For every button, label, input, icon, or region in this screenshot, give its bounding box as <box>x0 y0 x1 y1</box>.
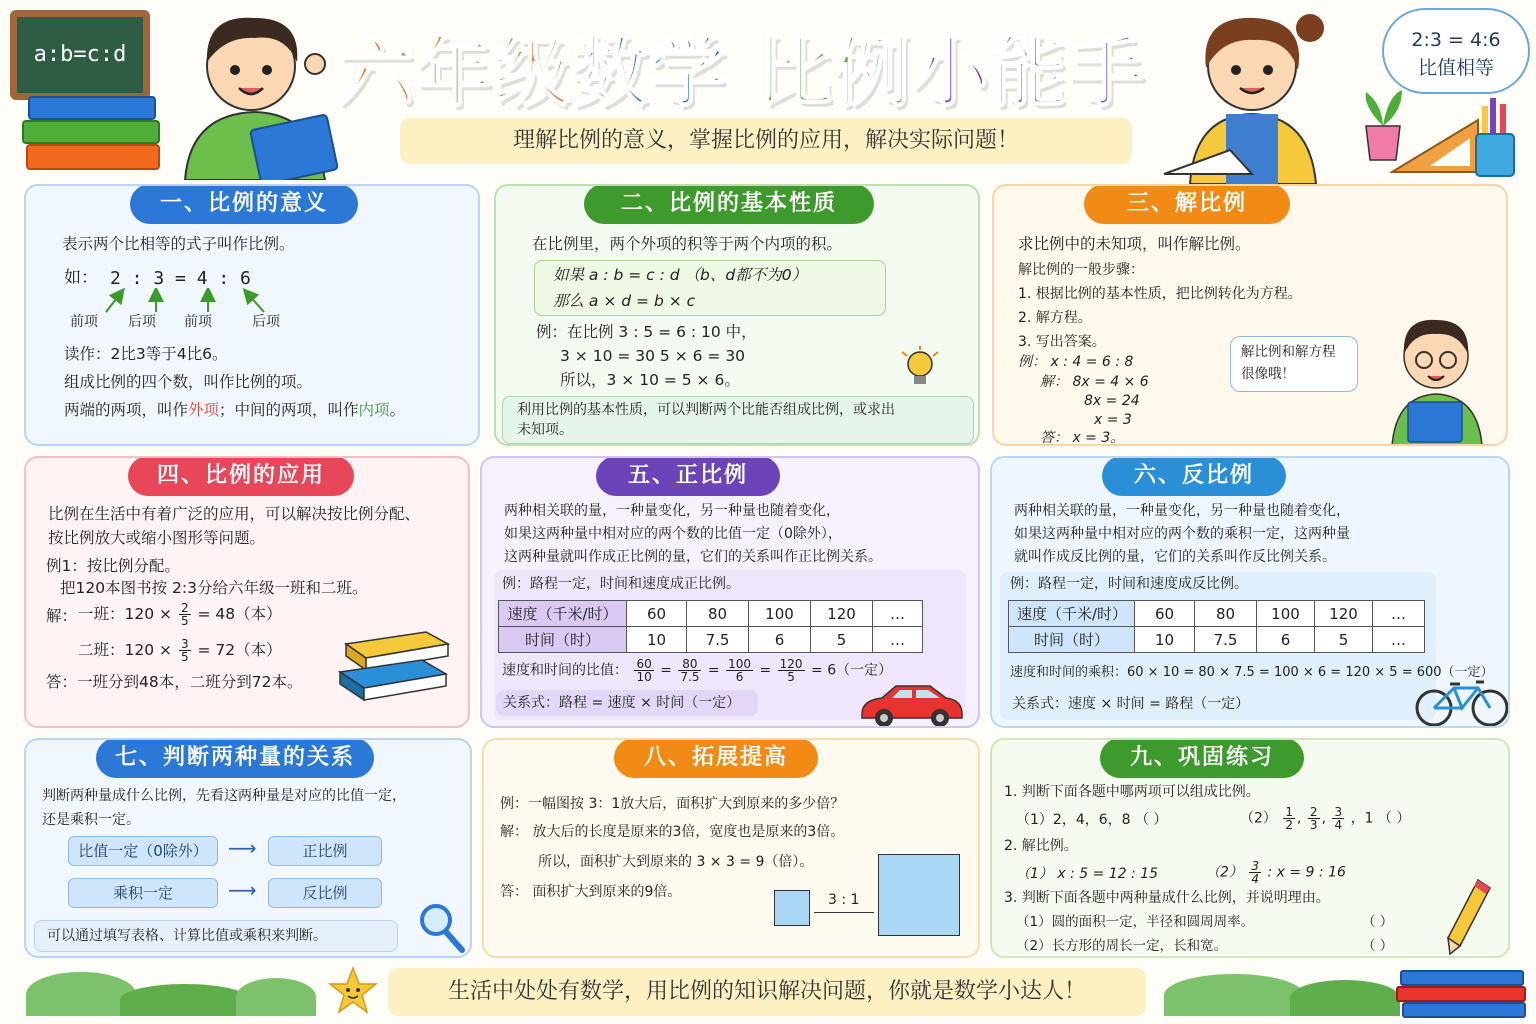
extension-solution-2: 所以，面积扩大到原来的 3 × 3 = 9（倍）。 <box>538 854 814 870</box>
numerator: 2 <box>180 601 189 615</box>
direct-definition-1: 两种相关联的量，一种量变化，另一种量也随着变化， <box>504 503 840 519</box>
fraction <box>778 658 805 683</box>
practice-q2b <box>1206 860 1346 886</box>
rule-then: 那么 a × d = b × c <box>553 292 696 310</box>
table-cell: 100 <box>1257 601 1315 627</box>
denominator: 5 <box>180 650 189 664</box>
cloud-caption: 比值相等 <box>1417 57 1494 79</box>
direct-definition-3: 这两种量就叫作成正比例的量，它们的关系叫作正比例关系。 <box>504 549 882 565</box>
ratio-constant-label: 比值一定（0除外） <box>68 836 218 866</box>
section-title: 八、拓展提高 <box>614 738 818 778</box>
fraction <box>726 658 753 683</box>
class2-result: = 72（本） <box>197 641 282 659</box>
answer-blank[interactable]: （ ） <box>1362 914 1394 930</box>
title-part-math: 数学 <box>572 28 728 117</box>
q1b-prefix: （2） <box>1240 810 1277 827</box>
girl-writing-illustration <box>1160 4 1340 184</box>
lightbulb-icon <box>900 346 940 390</box>
triangle-ruler-icon <box>1390 116 1480 174</box>
inner-term: 内项 <box>358 401 390 419</box>
section-title: 五、正比例 <box>596 456 780 496</box>
solution-step-1: 解： 8x = 4 × 6 <box>1040 374 1149 390</box>
table-cell: 6 <box>749 627 811 653</box>
practice-q3: 3. 判断下面各题中两种量成什么比例，并说明理由。 <box>1004 890 1330 906</box>
practice-q2a: （1） x : 5 = 12 : 15 <box>1016 866 1159 882</box>
outer-prefix: 两端的两项，叫作 <box>64 401 189 419</box>
section-basic-property <box>494 184 980 446</box>
numerator: 1 <box>1285 805 1294 819</box>
table-cell: 10 <box>1135 627 1195 653</box>
section-ratio-meaning <box>24 184 480 446</box>
fraction <box>1283 806 1295 831</box>
practice-q3a: （1）圆的面积一定，半径和圆周周率。 <box>1016 914 1255 930</box>
judge-tip-box <box>34 920 398 952</box>
step-1: 1. 根据比例的基本性质，把比例转化为方程。 <box>1018 286 1302 302</box>
table-cell: … <box>873 601 923 627</box>
section-title: 二、比例的基本性质 <box>584 184 874 224</box>
example-line1: 例：在比例 3 : 5 = 6 : 10 中， <box>536 323 757 341</box>
rule-if: 如果 a : b = c : d （b、d都不为0） <box>553 266 808 284</box>
numerator: 80 <box>678 658 701 671</box>
boy-with-glasses-illustration <box>1378 306 1490 446</box>
arrow-right-icon: ⟶ <box>228 836 257 860</box>
table-cell: 6 <box>1257 627 1315 653</box>
definition-text: 表示两个比相等的式子叫作比例。 <box>62 235 295 253</box>
pencil-icon <box>1444 876 1494 956</box>
table-cell: 5 <box>1315 627 1373 653</box>
chalkboard: a:b=c:d <box>10 10 150 100</box>
bubble-line2: 很像哦！ <box>1241 366 1295 382</box>
judge-tip: 可以通过填写表格、计算比值或乘积来判断。 <box>47 928 327 944</box>
fraction <box>1332 806 1344 831</box>
speech-bubble <box>1230 336 1358 392</box>
inverse-definition-2: 如果这两种量中相对应的两个数的乘积一定，这两种量 <box>1014 526 1350 542</box>
section-judge-relation <box>24 738 472 958</box>
period: 。 <box>389 401 406 419</box>
inner-prefix: ；中间的两项，叫作 <box>219 401 359 419</box>
example-equation: 例： x : 4 = 6 : 8 <box>1018 354 1134 370</box>
denominator: 5 <box>180 614 189 628</box>
table-cell: 10 <box>627 627 687 653</box>
denominator: 4 <box>1334 818 1343 832</box>
books-stack-left <box>22 96 162 176</box>
table-cell: … <box>1373 627 1425 653</box>
table-cell: 7.5 <box>1195 627 1257 653</box>
extension-question: 例：一幅图按 3：1放大后，面积扩大到原来的多少倍？ <box>500 796 845 812</box>
direct-result-label: 正比例 <box>268 836 382 866</box>
table-cell: 120 <box>1315 601 1373 627</box>
denominator: 5 <box>787 670 795 684</box>
ratio-label: 速度和时间的比值： <box>502 662 628 679</box>
tip-box <box>502 396 974 444</box>
inverse-example: 例：路程一定，时间和速度成反比例。 <box>1010 576 1248 592</box>
section-title: 六、反比例 <box>1102 456 1286 496</box>
tip-line1: 利用比例的基本性质，可以判断两个比能否组成比例，或求出 <box>517 402 895 418</box>
table-header-cell: 速度（千米/时） <box>1009 601 1135 627</box>
page-subtitle: 理解比例的意义，掌握比例的应用，解决实际问题！ <box>400 118 1132 164</box>
fraction <box>678 658 701 683</box>
section-title: 九、巩固练习 <box>1100 738 1304 778</box>
denominator: 4 <box>1251 872 1260 886</box>
practice-q1b: （2） $\frac{1}{2}$ , $\frac{2}{3}$ , $\frac{3}{4}$ ，1 （ ） <box>1240 805 1411 832</box>
table-header-cell: 时间（时） <box>1009 627 1135 653</box>
denominator: 2 <box>1285 818 1294 832</box>
table-cell: 80 <box>687 601 749 627</box>
steps-title: 解比例的一般步骤： <box>1018 262 1144 278</box>
inverse-definition-3: 就叫作成反比例的量，它们的关系叫作反比例关系。 <box>1014 549 1336 565</box>
table-cell: 7.5 <box>687 627 749 653</box>
bush-decoration <box>1164 974 1304 1016</box>
table-cell: 120 <box>811 601 873 627</box>
title-part-ratio: 比例 <box>756 28 913 117</box>
example-text: 把120本图书按 2:3分给六年级一班和二班。 <box>60 579 368 597</box>
example-line2: 3 × 10 = 30 5 × 6 = 30 <box>560 347 746 365</box>
scale-label: 3 : 1 <box>828 892 860 908</box>
section-title: 三、解比例 <box>1084 184 1290 224</box>
inverse-result-label: 反比例 <box>268 878 382 908</box>
extension-solution-1: 解： 放大后的长度是原来的3倍，宽度也是原来的3倍。 <box>500 824 845 840</box>
numerator: 3 <box>1251 859 1260 873</box>
magnifier-icon <box>418 902 466 954</box>
page-title <box>338 12 1146 121</box>
inverse-definition-1: 两种相关联的量，一种量变化，另一种量也随着变化， <box>1014 503 1350 519</box>
boy-reading-illustration <box>165 4 345 180</box>
solution-answer: 答： x = 3。 <box>1040 430 1125 446</box>
ratio-result: = 6（一定） <box>811 662 893 679</box>
q2b-prefix: （2） <box>1206 864 1243 881</box>
answer-text: 答：一班分到48本，二班分到72本。 <box>46 673 303 691</box>
bicycle-icon <box>1414 678 1510 728</box>
product-constant-label: 乘积一定 <box>68 878 218 908</box>
section-inverse-proportion <box>990 456 1510 728</box>
section-ratio-application <box>24 456 470 728</box>
product-line: 速度和时间的乘积：60 × 10 = 80 × 7.5 = 100 × 6 = 120 × 5 = 600（一定） <box>1010 665 1494 680</box>
example-ratio: 2 : 3 = 4 : 6 <box>110 268 251 289</box>
large-square <box>878 854 960 936</box>
step-2: 2. 解方程。 <box>1018 310 1092 326</box>
class2-prefix: 二班：120 × <box>78 641 172 659</box>
table-row <box>499 627 923 653</box>
section-title: 一、比例的意义 <box>130 184 358 224</box>
fraction <box>179 602 191 627</box>
books-icon <box>336 624 456 704</box>
q2b-suffix: : x = 9 : 16 <box>1267 864 1346 881</box>
table-cell: … <box>873 627 923 653</box>
star-icon <box>328 966 378 1016</box>
fraction <box>1308 806 1320 831</box>
fraction <box>1249 860 1261 885</box>
numerator: 2 <box>1309 805 1318 819</box>
table-cell: 80 <box>1195 601 1257 627</box>
numerator: 100 <box>728 657 752 671</box>
section-direct-proportion <box>480 456 980 728</box>
solution-step-3: x = 3 <box>1094 412 1132 428</box>
cloud-ratio: 2:3 = 4:6 <box>1411 29 1501 51</box>
example-title: 例1：按比例分配。 <box>46 557 180 575</box>
term-label: 后项 <box>128 314 156 330</box>
step-3: 3. 写出答案。 <box>1018 334 1106 350</box>
thought-cloud <box>1382 8 1530 94</box>
class1-solution <box>78 602 282 627</box>
example-line3: 所以，3 × 10 = 5 × 6。 <box>560 371 740 389</box>
class2-solution <box>78 638 282 663</box>
table-cell: 5 <box>811 627 873 653</box>
q1b-suffix: ，1 （ ） <box>1350 810 1411 827</box>
practice-q1a: （1）2，4，6，8 （ ） <box>1016 812 1168 828</box>
practice-q1: 1. 判断下面各题中哪两项可以组成比例。 <box>1004 784 1260 800</box>
term-label: 前项 <box>70 314 98 330</box>
bush-decoration <box>120 984 250 1016</box>
table-cell: 60 <box>627 601 687 627</box>
numerator: 3 <box>180 637 189 651</box>
small-square <box>774 890 810 926</box>
bush-decoration <box>1290 980 1400 1016</box>
denominator: 10 <box>636 670 652 684</box>
footer-slogan: 生活中处处有数学，用比例的知识解决问题，你就是数学小达人！ <box>388 968 1146 1016</box>
extension-answer: 答： 面积扩大到原来的9倍。 <box>500 884 682 900</box>
denominator: 3 <box>1309 818 1318 832</box>
direct-table <box>498 600 923 653</box>
class1-result: = 48（本） <box>197 605 282 623</box>
table-cell: … <box>1373 601 1425 627</box>
section-practice <box>990 738 1510 958</box>
solution-label: 解： <box>46 607 78 625</box>
section-solve-ratio <box>992 184 1508 446</box>
inverse-table <box>1008 600 1425 653</box>
arrow-right-icon: ⟶ <box>228 878 257 902</box>
table-header-cell: 速度（千米/时） <box>499 601 627 627</box>
practice-q2: 2. 解比例。 <box>1004 838 1078 854</box>
direct-example: 例：路程一定，时间和速度成正比例。 <box>502 576 740 592</box>
pencil-cup-icon <box>1470 98 1520 178</box>
read-text: 读作：2比3等于4比6。 <box>64 345 228 363</box>
example-prefix: 如： <box>64 268 98 288</box>
car-icon <box>858 682 966 728</box>
bush-decoration <box>236 978 316 1016</box>
relation-text: 关系式：路程 = 速度 × 时间（一定） <box>503 695 741 711</box>
property-rule-box <box>534 260 886 316</box>
solve-definition: 求比例中的未知项，叫作解比例。 <box>1018 235 1251 253</box>
answer-blank[interactable]: （ ） <box>1362 938 1394 954</box>
ratio-line: 速度和时间的比值： $\frac{60}{10}$ = $\frac{80}{7.5}$ = $\frac{100}{6}$ = $\frac{120}{5}$ = 6（一定） <box>502 657 893 684</box>
judge-text-1: 判断两种量成什么比例，先看这两种量是对应的比值一定， <box>42 788 406 804</box>
books-stack-right <box>1396 970 1530 1020</box>
judge-text-2: 还是乘积一定。 <box>42 812 140 828</box>
denominator: 6 <box>735 670 744 684</box>
fraction <box>634 658 653 683</box>
outer-term: 外项 <box>188 401 220 419</box>
relation-text: 关系式：速度 × 时间 = 路程（一定） <box>1012 696 1250 712</box>
practice-q3b: （2）长方形的周长一定，长和宽。 <box>1016 938 1228 954</box>
bubble-line1: 解比例和解方程 <box>1241 344 1336 360</box>
fraction <box>179 638 191 663</box>
tip-line2: 未知项。 <box>517 422 573 438</box>
term-label: 前项 <box>184 314 212 330</box>
outer-inner-text <box>64 398 405 423</box>
title-part-expert: 小能手 <box>912 28 1147 117</box>
denominator: 7.5 <box>680 670 700 684</box>
title-part-grade: 六年级 <box>338 28 572 117</box>
numerator: 3 <box>1334 805 1343 819</box>
relation-box <box>496 690 758 716</box>
solution-step-2: 8x = 24 <box>1084 393 1140 409</box>
class1-prefix: 一班：120 × <box>78 605 172 623</box>
section-title: 四、比例的应用 <box>128 456 354 496</box>
direct-definition-2: 如果这两种量中相对应的两个数的比值一定（0除外）， <box>504 526 842 542</box>
table-row <box>1009 627 1425 653</box>
table-row <box>499 601 923 627</box>
table-header-cell: 时间（时） <box>499 627 627 653</box>
numerator: 60 <box>636 657 652 671</box>
table-cell: 100 <box>749 601 811 627</box>
terms-text: 组成比例的四个数，叫作比例的项。 <box>64 373 313 391</box>
section-extension <box>482 738 980 958</box>
property-text: 在比例里，两个外项的积等于两个内项的积。 <box>532 235 843 253</box>
numerator: 120 <box>779 657 803 671</box>
term-label: 后项 <box>252 314 280 330</box>
application-intro-1: 比例在生活中有着广泛的应用，可以解决按比例分配、 <box>48 505 421 523</box>
application-intro-2: 按比例放大或缩小图形等问题。 <box>48 529 266 547</box>
table-cell: 60 <box>1135 601 1195 627</box>
section-title: 七、判断两种量的关系 <box>96 738 374 778</box>
table-row <box>1009 601 1425 627</box>
